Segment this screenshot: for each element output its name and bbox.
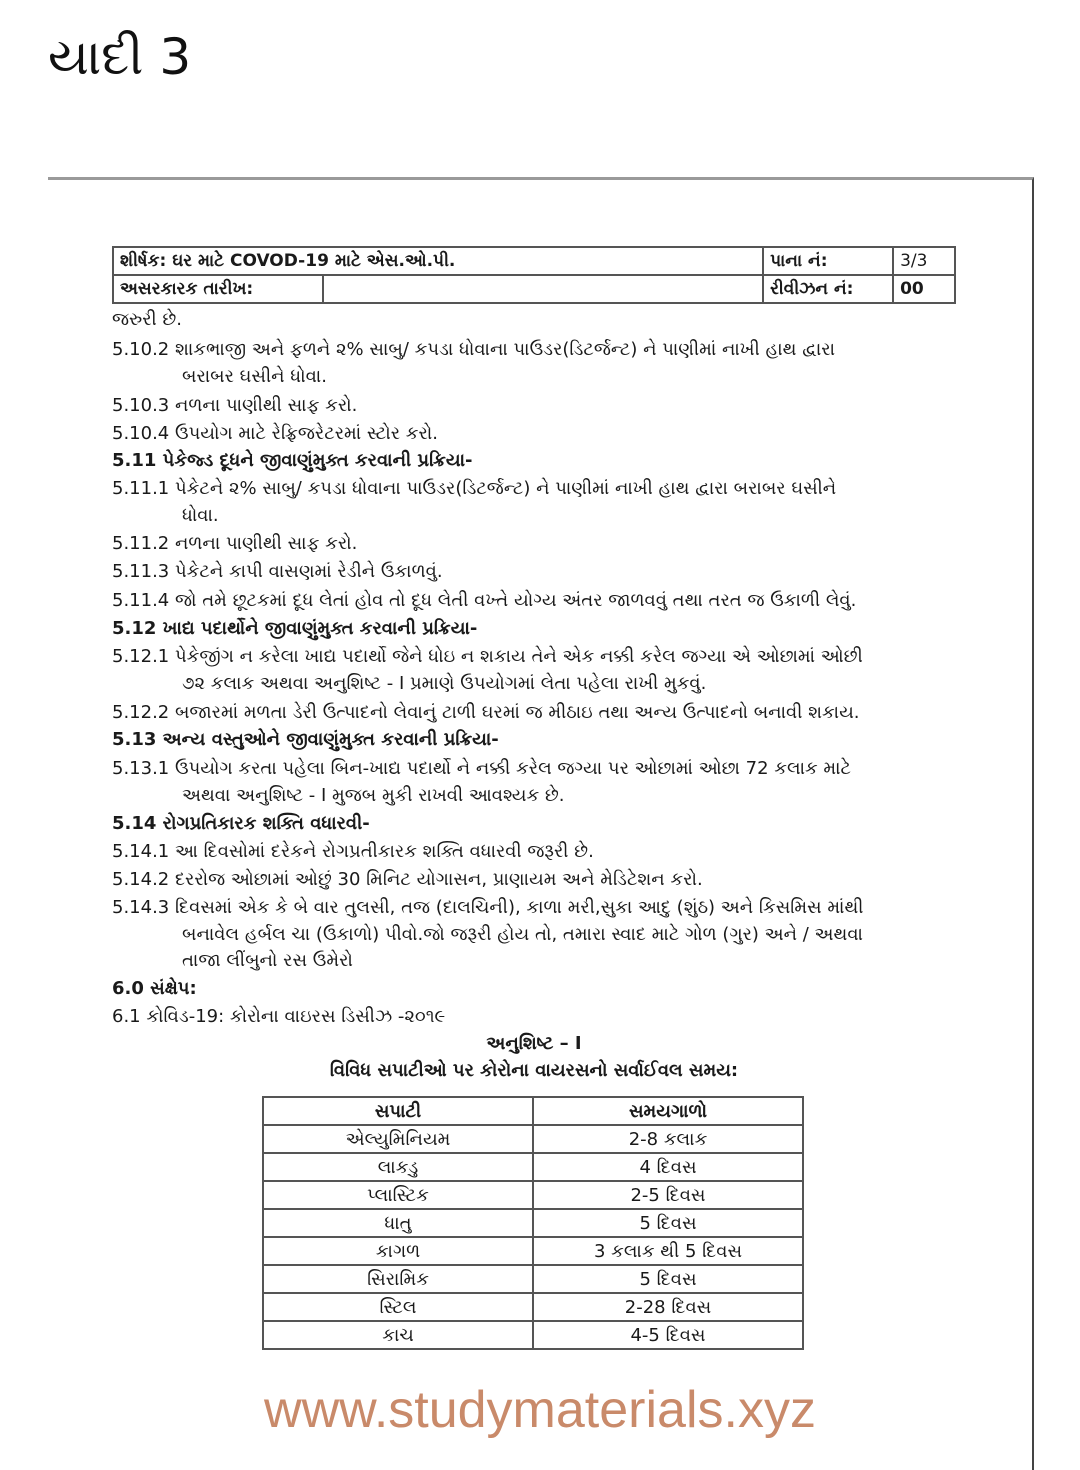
table-header-row <box>263 1097 803 1125</box>
effective-date-value <box>323 275 763 303</box>
text-line: 5.12.1 પેકેજીંગ ન કરેલા ખાદ્ય પદાર્થો જેને ધોઇ ન શકાય તેને એક નક્કી કરેલ જગ્યા એ ઓછામાં ઓછી <box>112 646 863 667</box>
survival-table <box>262 1096 804 1350</box>
text-line: 5.14.3 દિવસમાં એક કે બે વાર તુલસી, તજ (દાલચિની), કાળા મરી,સુકા આદુ (શુંઠ) અને કિસમિસ માંથી <box>112 897 864 918</box>
text-line: 5.11.1 પેકેટને ૨% સાબુ/ કપડા ધોવાના પાઉડર(ડિટર્જન્ટ) ને પાણીમાં નાખી હાથ દ્વારા બરાબર ઘસીને <box>112 478 837 499</box>
table-row <box>263 1181 803 1209</box>
page-label: પાના નં: <box>763 247 893 275</box>
table-row <box>263 1265 803 1293</box>
text-line: અથવા અનુશિષ્ટ - I મુજબ મુકી રાખવી આવશ્યક છે. <box>182 785 565 806</box>
duration-cell: 2-28 દિવસ <box>533 1293 803 1321</box>
table-row <box>263 1293 803 1321</box>
text-line: જરુરી છે. <box>112 309 183 330</box>
text-line: બનાવેલ હર્બલ ચા (ઉકાળો) પીવો.જો જરૂરી હોય તો, તમારા સ્વાદ માટે ગોળ (ગુર) અને / અથવા <box>182 924 863 945</box>
section-heading: 6.0 સંક્ષેપ: <box>112 978 197 999</box>
section-heading: 5.14 રોગપ્રતિકારક શક્તિ વધારવી- <box>112 813 370 834</box>
surface-cell: કાચ <box>263 1321 533 1349</box>
text-line: 5.14.1 આ દિવસોમાં દરેકને રોગપ્રતીકારક શક્તિ વધારવી જરૂરી છે. <box>112 841 594 862</box>
title-label: શીર્ષક: ઘર માટે COVOD-19 માટે એસ.ઓ.પી. <box>113 247 763 275</box>
text-line: ૭૨ કલાક અથવા અનુશિષ્ટ - I પ્રમાણે ઉપયોગમાં લેતા પહેલા રાખી મુકવું. <box>182 673 707 694</box>
effective-date-label: અસરકારક તારીખ: <box>113 275 323 303</box>
page-title: યાદી 3 <box>48 28 192 86</box>
table-row <box>263 1321 803 1349</box>
header-table <box>112 246 956 304</box>
duration-cell: 5 દિવસ <box>533 1265 803 1293</box>
duration-cell: 2-8 કલાક <box>533 1125 803 1153</box>
duration-cell: 2-5 દિવસ <box>533 1181 803 1209</box>
column-header: સમયગાળો <box>533 1097 803 1125</box>
surface-cell: કાગળ <box>263 1237 533 1265</box>
text-line: 6.1 કોવિડ-19: કોરોના વાઇરસ ડિસીઝ -૨૦૧૯ <box>112 1006 446 1027</box>
text-line: 5.10.3 નળના પાણીથી સાફ કરો. <box>112 395 358 416</box>
duration-cell: 5 દિવસ <box>533 1209 803 1237</box>
surface-cell: સ્ટિલ <box>263 1293 533 1321</box>
table-row <box>263 1209 803 1237</box>
text-line: બરાબર ઘસીને ધોવા. <box>182 366 327 387</box>
text-line: 5.12.2 બજારમાં મળતા ડેરી ઉત્પાદનો લેવાનું ટાળી ઘરમાં જ મીઠાઇ તથા અન્ય ઉત્પાદનો બનાવી શકાય. <box>112 702 860 723</box>
duration-cell: 4 દિવસ <box>533 1153 803 1181</box>
section-heading: 5.12 ખાદ્ય પદાર્થોને જીવાણુંમુક્ત કરવાની પ્રક્રિયા- <box>112 618 478 639</box>
duration-cell: 4-5 દિવસ <box>533 1321 803 1349</box>
surface-cell: લાકડુ <box>263 1153 533 1181</box>
table-row <box>263 1125 803 1153</box>
text-line: 5.14.2 દરરોજ ઓછામાં ઓછું 30 મિનિટ યોગાસન, પ્રાણાયમ અને મેડિટેશન કરો. <box>112 869 703 890</box>
surface-cell: ધાતુ <box>263 1209 533 1237</box>
text-line: 5.11.3 પેકેટને કાપી વાસણમાં રેડીને ઉકાળવું. <box>112 561 443 582</box>
section-heading: 5.13 અન્ય વસ્તુઓને જીવાણુંમુક્ત કરવાની પ્રક્રિયા- <box>112 729 499 750</box>
annex-title: અનુશિષ્ટ – I <box>486 1033 582 1054</box>
section-heading: 5.11 પેકેજ્ડ દૂધને જીવાણુંમુક્ત કરવાની પ્રક્રિયા- <box>112 450 473 471</box>
page-value: 3/3 <box>893 247 955 275</box>
surface-cell: સિરામિક <box>263 1265 533 1293</box>
text-line: 5.11.4 જો તમે છૂટકમાં દૂધ લેતાં હોવ તો દૂધ લેતી વખ્તે યોગ્ય અંતર જાળવવું તથા તરત જ ઉકાળી લેવું. <box>112 590 857 611</box>
duration-cell: 3 કલાક થી 5 દિવસ <box>533 1237 803 1265</box>
revision-value: 00 <box>893 275 955 303</box>
text-line: ધોવા. <box>182 505 219 526</box>
surface-cell: પ્લાસ્ટિક <box>263 1181 533 1209</box>
watermark: www.studymaterials.xyz <box>264 1381 816 1439</box>
table-row <box>263 1237 803 1265</box>
revision-label: રીવીઝન નં: <box>763 275 893 303</box>
annex-subtitle: વિવિધ સપાટીઓ પર કોરોના વાયરસનો સર્વાઈવલ સમય: <box>329 1060 739 1081</box>
surface-cell: એલ્યુમિનિયમ <box>263 1125 533 1153</box>
text-line: 5.13.1 ઉપયોગ કરતા પહેલા બિન-ખાદ્ય પદાર્થો ને નક્કી કરેલ જગ્યા પર ઓછામાં ઓછા 72 કલાક માટે <box>112 758 852 779</box>
text-line: તાજા લીંબુનો રસ ઉમેરો <box>182 950 353 971</box>
text-line: 5.11.2 નળના પાણીથી સાફ કરો. <box>112 533 358 554</box>
table-row <box>263 1153 803 1181</box>
text-line: 5.10.2 શાકભાજી અને ફળને ૨% સાબુ/ કપડા ધોવાના પાઉડર(ડિટર્જન્ટ) ને પાણીમાં નાખી હાથ દ્વારા <box>112 339 835 360</box>
text-line: 5.10.4 ઉપયોગ માટે રેફ્રિજરેટરમાં સ્ટોર કરો. <box>112 423 439 444</box>
column-header: સપાટી <box>263 1097 533 1125</box>
document-body <box>112 246 962 1346</box>
